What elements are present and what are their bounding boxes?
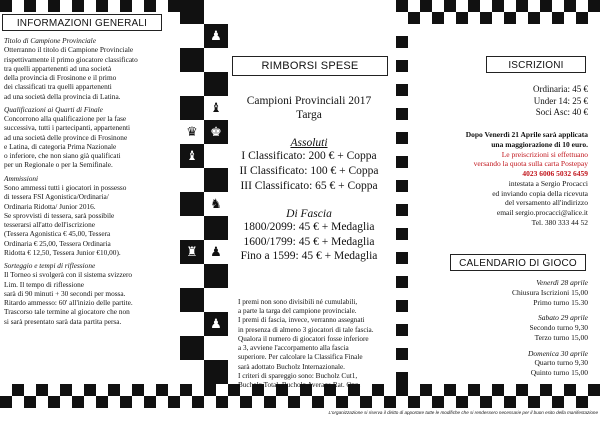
checker-square <box>288 396 300 408</box>
checker-square <box>120 384 132 396</box>
checker-square <box>12 396 24 408</box>
checker-square <box>528 396 540 408</box>
section-heading: Titolo di Campione Provinciale <box>4 36 96 45</box>
checker-square <box>84 0 96 12</box>
checker-square <box>204 312 228 336</box>
checker-square <box>348 396 360 408</box>
checker-square <box>60 0 72 12</box>
text-line: si sarà presentato sarà data partita persa. <box>4 316 122 326</box>
checker-square <box>420 12 432 24</box>
calendar-item: Quinto turno 15,00 <box>530 368 588 377</box>
checker-square <box>180 384 192 396</box>
late-fee-notice: una maggiorazione di 10 euro. <box>491 139 588 149</box>
prizes-subtitle: Targa <box>296 109 322 122</box>
assoluti-label <box>226 137 392 149</box>
checker-square <box>84 396 96 408</box>
checker-square <box>132 396 144 408</box>
text-line: Trascorso tale termine al giocatore che non <box>4 307 130 317</box>
checker-square <box>324 396 336 408</box>
checker-square <box>540 12 552 24</box>
fascia-label: Di Fascia <box>286 207 332 220</box>
checker-square <box>36 396 48 408</box>
knight-icon: ♞ <box>210 196 222 212</box>
checker-square <box>396 84 408 96</box>
checker-square <box>168 396 180 408</box>
prizes-title: Campioni Provinciali 2017 <box>246 95 372 107</box>
preregistration-notice: versando la quota sulla carta Postepay <box>473 159 588 169</box>
checker-square <box>540 384 552 396</box>
text-line: ad una società delle province di Frosinone <box>4 132 128 142</box>
checker-square <box>504 12 516 24</box>
calendar-header: CALENDARIO DI GIOCO <box>450 254 586 271</box>
text-line: Bucholz Total, Bucholz Average Rat. Opp. <box>238 380 361 389</box>
checker-square <box>396 60 408 72</box>
king-icon: ♚ <box>210 124 222 140</box>
queen-icon: ♛ <box>186 124 198 140</box>
section-heading: Qualificazioni ai Quarti di Finale <box>4 104 103 114</box>
checker-square <box>132 0 144 12</box>
checker-square <box>252 396 264 408</box>
checker-square <box>396 0 408 12</box>
checker-square <box>24 396 36 408</box>
checker-square <box>504 396 516 408</box>
checker-square <box>300 396 312 408</box>
text-line: I criteri di spareggio sono: Bucholz Cut1, <box>238 371 358 380</box>
fees-block <box>410 84 588 119</box>
checker-square <box>312 396 324 408</box>
section-heading: Sorteggio e tempi di riflessione <box>4 261 96 271</box>
checker-square <box>108 396 120 408</box>
checker-square <box>540 396 552 408</box>
checker-square <box>180 72 204 96</box>
checker-square <box>204 264 228 288</box>
text-line: Ordinaria Ridotta/ Junior 2016. <box>4 201 96 211</box>
checker-square <box>204 24 228 48</box>
checker-square <box>396 36 408 48</box>
prize-row: III Classificato: 65 € + Coppa <box>240 179 378 192</box>
checker-square <box>396 72 408 84</box>
text-line: dei classificati tra quelli appartenenti <box>4 82 112 92</box>
checker-square <box>456 396 468 408</box>
checker-square <box>144 396 156 408</box>
checker-square <box>468 0 480 12</box>
checker-square <box>168 0 180 12</box>
checker-square <box>528 12 540 24</box>
prize-row: 1600/1799: 45 € + Medaglia <box>243 235 375 248</box>
checker-square <box>144 384 156 396</box>
contact-line: intestata a Sergio Procacci <box>508 178 588 188</box>
checker-square <box>0 384 12 396</box>
checker-square <box>132 384 144 396</box>
checker-square <box>180 396 192 408</box>
checker-square <box>516 12 528 24</box>
checker-square <box>240 396 252 408</box>
pawn-icon: ♟ <box>210 244 222 260</box>
prize-row: I Classificato: 200 € + Coppa <box>241 149 377 162</box>
rook-icon: ♜ <box>186 244 198 260</box>
checker-square <box>180 336 204 360</box>
checker-square <box>24 384 36 396</box>
top-right-checker-band <box>396 0 600 24</box>
checker-square <box>396 156 408 168</box>
checker-square <box>564 12 576 24</box>
prize-row: 1800/2099: 45 € + Medaglia <box>243 220 375 233</box>
checker-square <box>396 264 408 276</box>
text-line: della provincia di Frosinone e il primo <box>4 73 117 83</box>
checker-square <box>480 12 492 24</box>
bishop-icon: ♝ <box>186 148 198 164</box>
text-line: a 3, avviene l'accorpamento alla fascia <box>238 344 349 353</box>
checker-square <box>408 396 420 408</box>
checker-square <box>396 252 408 264</box>
checker-square <box>48 0 60 12</box>
checker-square <box>204 96 228 120</box>
text-line: in presenza di almeno 3 giocatori di tale fascia. <box>238 325 374 334</box>
checker-square <box>444 12 456 24</box>
checker-square <box>516 0 528 12</box>
checker-square <box>0 396 12 408</box>
checker-square <box>564 384 576 396</box>
checker-square <box>504 384 516 396</box>
checker-square <box>588 384 600 396</box>
text-line: sarà adottato Bucholz Internazionale. <box>238 362 345 371</box>
checker-square <box>396 132 408 144</box>
checker-square <box>552 0 564 12</box>
text-line: Sono ammessi tutti i giocatori in possesso <box>4 182 127 192</box>
calendar-item: Chiusura Iscrizioni 15,00 <box>511 287 588 297</box>
checker-square <box>84 384 96 396</box>
text-line: tesserarsi all'atto dell'iscrizione <box>4 220 95 230</box>
checker-square <box>492 396 504 408</box>
text-line: successiva, tutti i partecipanti, appartenenti <box>4 123 131 133</box>
checker-square <box>108 0 120 12</box>
checker-square <box>444 396 456 408</box>
checker-square <box>396 96 408 108</box>
text-line: Qualora il numero di giocatori fosse inferiore <box>238 334 369 343</box>
checker-square <box>492 0 504 12</box>
checker-square <box>168 384 180 396</box>
calendar-day: Venerdì 28 aprile <box>536 278 588 287</box>
text-line: rispettivamente il primo giocatore classificato <box>4 54 138 64</box>
text-line: o inferiore, che non siano già qualificati <box>4 151 121 161</box>
checker-square <box>420 396 432 408</box>
text-line: di tessera FSI Agonistica/Ordinaria/ <box>4 192 109 202</box>
checker-square <box>552 396 564 408</box>
checker-square <box>468 12 480 24</box>
calendar-block <box>410 278 588 378</box>
checker-square <box>396 240 408 252</box>
checker-square <box>144 0 156 12</box>
checker-square <box>204 168 228 192</box>
checker-square <box>396 144 408 156</box>
checker-square <box>60 396 72 408</box>
checker-square <box>396 276 408 288</box>
checker-square <box>372 396 384 408</box>
prize-row: II Classificato: 100 € + Coppa <box>239 164 379 177</box>
text-line: Se sprovvisti di tessera, sarà possibile <box>4 210 115 220</box>
checker-square <box>156 0 168 12</box>
checker-square <box>24 0 36 12</box>
calendar-item: Terzo turno 15,00 <box>534 332 588 342</box>
registration-info <box>410 130 588 228</box>
checker-square <box>396 12 408 24</box>
checker-square <box>420 0 432 12</box>
center-checker-column <box>180 0 228 384</box>
text-line: Ordinaria € 25,00, Tessera Ordinaria <box>4 238 111 248</box>
checker-square <box>180 96 204 120</box>
checker-square <box>564 396 576 408</box>
checker-square <box>396 120 408 132</box>
text-line: tra quelli appartenenti ad una società <box>4 63 112 73</box>
checker-square <box>468 384 480 396</box>
checker-square <box>228 396 240 408</box>
section-heading: Ammissioni <box>4 173 39 183</box>
checker-square <box>480 0 492 12</box>
checker-square <box>516 396 528 408</box>
calendar-day: Domenica 30 aprile <box>528 348 588 358</box>
checker-square <box>180 48 204 72</box>
calendar-item: Primo turno 15.30 <box>533 297 588 307</box>
checker-square <box>456 384 468 396</box>
checker-square <box>204 384 216 396</box>
checker-square <box>120 396 132 408</box>
checker-square <box>180 192 204 216</box>
prizes-panel <box>226 94 392 264</box>
checker-square <box>480 396 492 408</box>
checker-square <box>588 396 600 408</box>
checker-square <box>180 120 204 144</box>
checker-square <box>420 384 432 396</box>
checker-square <box>96 396 108 408</box>
checker-square <box>468 396 480 408</box>
text-line: (Tessera Agonistica € 45,00, Tessera <box>4 229 111 239</box>
checker-square <box>204 396 216 408</box>
fee-row: Ordinaria: 45 € <box>533 84 588 94</box>
info-panel <box>4 36 176 326</box>
text-line: Ritardo ammesso: 60' all'inizio delle partite. <box>4 298 133 308</box>
checker-square <box>408 0 420 12</box>
checker-square <box>396 228 408 240</box>
checker-square <box>108 384 120 396</box>
checker-square <box>204 120 228 144</box>
checker-square <box>456 0 468 12</box>
checker-square <box>96 384 108 396</box>
checker-square <box>264 396 276 408</box>
calendar-item: Secondo turno 9,30 <box>529 323 588 332</box>
checker-square <box>204 0 228 24</box>
pawn-icon: ♟ <box>210 316 222 332</box>
checker-square <box>396 216 408 228</box>
top-left-checker-band <box>0 0 180 12</box>
text-line: a parte la targa del campione provinciale. <box>238 307 357 316</box>
text-line: Il Torneo si svolgerà con il sistema svizzero <box>4 270 133 280</box>
checker-square <box>396 24 408 36</box>
checker-square <box>396 168 408 180</box>
checker-square <box>180 168 204 192</box>
checker-square <box>192 396 204 408</box>
text-line: I premi di fascia, invece, verranno assegnati <box>238 316 365 325</box>
checker-square <box>36 384 48 396</box>
checker-square <box>336 396 348 408</box>
calendar-item: Quarto turno 9,30 <box>534 358 588 368</box>
checker-square <box>408 384 420 396</box>
checker-square <box>180 264 204 288</box>
checker-square <box>156 396 168 408</box>
checker-square <box>216 384 228 396</box>
checker-square <box>204 336 228 360</box>
text-line: ad una società della provincia di Latina. <box>4 91 121 101</box>
checker-square <box>432 12 444 24</box>
text-line: Ridotta € 12,50, Tessera Junior €10,00). <box>4 247 121 257</box>
text-line: Lim. Il tempo di riflessione <box>4 279 85 289</box>
contact-email: email sergio.procacci@alice.it <box>496 208 588 217</box>
text-line: per un Regionale o per la Semifinale. <box>4 160 113 170</box>
checker-square <box>492 12 504 24</box>
checker-square <box>576 384 588 396</box>
calendar-day: Sabato 29 aprile <box>538 313 588 323</box>
prize-row: Fino a 1599: 45 € + Medaglia <box>240 250 378 263</box>
checker-square <box>456 12 468 24</box>
checker-square <box>216 396 228 408</box>
checker-square <box>408 12 420 24</box>
checker-square <box>192 384 204 396</box>
checker-square <box>432 384 444 396</box>
checker-square <box>72 0 84 12</box>
card-number: 4023 6006 5032 6459 <box>522 169 588 178</box>
checker-square <box>576 396 588 408</box>
fee-row: Under 14: 25 € <box>533 95 588 106</box>
checker-square <box>360 396 372 408</box>
prizes-notes <box>238 298 398 390</box>
checker-square <box>540 0 552 12</box>
info-header: INFORMAZIONI GENERALI <box>2 14 162 31</box>
checker-square <box>492 384 504 396</box>
checker-square <box>588 0 600 12</box>
checker-square <box>432 0 444 12</box>
checker-square <box>180 0 204 24</box>
checker-square <box>552 384 564 396</box>
rimborsi-header: RIMBORSI SPESE <box>232 56 388 76</box>
checker-square <box>384 396 396 408</box>
checker-square <box>204 72 228 96</box>
checker-square <box>180 312 204 336</box>
checker-square <box>48 384 60 396</box>
text-line: e Latina, di categoria Prima Nazionale <box>4 141 117 151</box>
checker-square <box>396 396 408 408</box>
text-line: Concorrono alla qualificazione per la fase <box>4 114 127 124</box>
checker-square <box>0 0 12 12</box>
checker-square <box>156 384 168 396</box>
checker-square <box>204 144 228 168</box>
checker-square <box>180 288 204 312</box>
checker-square <box>396 204 408 216</box>
checker-square <box>528 384 540 396</box>
checker-square <box>204 192 228 216</box>
checker-square <box>204 216 228 240</box>
checker-square <box>48 396 60 408</box>
organizer-disclaimer: L'organizzazione si riserva il diritto di apportare tutte le modifiche che si rendessero necessarie per il buon esito della manifestazione <box>328 410 598 415</box>
checker-square <box>204 48 228 72</box>
checker-square <box>36 0 48 12</box>
checker-square <box>72 396 84 408</box>
checker-square <box>396 108 408 120</box>
checker-square <box>180 24 204 48</box>
checker-square <box>12 0 24 12</box>
checker-square <box>396 192 408 204</box>
checker-square <box>396 48 408 60</box>
checker-square <box>96 0 108 12</box>
bishop-icon: ♝ <box>210 100 222 116</box>
checker-square <box>504 0 516 12</box>
preregistration-notice: Le preiscrizioni si effettuano <box>501 149 588 159</box>
checker-square <box>276 396 288 408</box>
checker-square <box>204 240 228 264</box>
checker-square <box>60 384 72 396</box>
checker-square <box>564 0 576 12</box>
contact-line: del versamento all'indirizzo <box>505 198 588 208</box>
late-fee-notice: Dopo Venerdì 21 Aprile sarà applicata <box>465 130 588 139</box>
checker-square <box>576 0 588 12</box>
text-line: Otterranno il titolo di Campione Provinciale <box>4 45 134 55</box>
text-line: I premi non sono divisibili né cumulabili, <box>238 298 358 306</box>
checker-square <box>576 12 588 24</box>
checker-square <box>204 360 228 384</box>
checker-square <box>180 216 204 240</box>
checker-square <box>72 384 84 396</box>
checker-square <box>120 0 132 12</box>
checker-square <box>180 360 204 384</box>
text-line: superiore. Per calcolare la Classifica Finale <box>238 353 363 362</box>
checker-square <box>432 396 444 408</box>
checker-square <box>528 0 540 12</box>
checker-square <box>204 288 228 312</box>
checker-square <box>396 180 408 192</box>
checker-square <box>516 384 528 396</box>
checker-square <box>444 384 456 396</box>
checker-square <box>480 384 492 396</box>
contact-phone: Tel. 380 333 44 52 <box>531 217 588 227</box>
fee-row: Soci Asc: 40 € <box>535 107 588 118</box>
text-line: sarà di 90 minuti + 30 secondi per mossa. <box>4 288 126 298</box>
checker-square <box>552 12 564 24</box>
checker-square <box>12 384 24 396</box>
checker-square <box>180 240 204 264</box>
checker-square <box>588 12 600 24</box>
iscrizioni-header: ISCRIZIONI <box>486 56 586 73</box>
checker-square <box>444 0 456 12</box>
checker-square <box>180 144 204 168</box>
pawn-icon: ♟ <box>210 28 222 44</box>
contact-line: ed inviando copia della ricevuta <box>492 188 588 198</box>
assoluti-label-text: Assoluti <box>290 136 328 149</box>
